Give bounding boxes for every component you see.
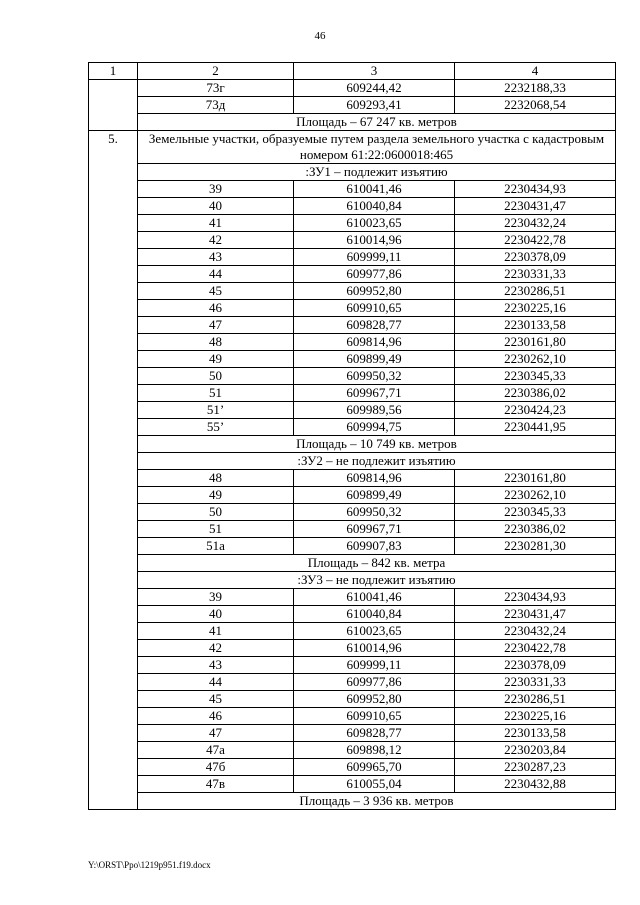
point-number: 45 [138, 691, 294, 708]
point-number: 50 [138, 504, 294, 521]
table-row [89, 385, 616, 402]
x-coordinate: 609994,75 [294, 419, 455, 436]
x-coordinate: 609977,86 [294, 674, 455, 691]
y-coordinate: 2230345,33 [455, 368, 616, 385]
x-coordinate: 609952,80 [294, 283, 455, 300]
table-row [89, 657, 616, 674]
x-coordinate: 610014,96 [294, 640, 455, 657]
section-description: Земельные участки, образуемые путем раздела земельного участка с кадастровым номером 61:22:0600018:465 [138, 131, 616, 164]
table-row [89, 504, 616, 521]
area-total-row [89, 555, 616, 572]
y-coordinate: 2230281,30 [455, 538, 616, 555]
y-coordinate: 2230422,78 [455, 640, 616, 657]
point-number: 47 [138, 317, 294, 334]
table-row [89, 725, 616, 742]
x-coordinate: 609999,11 [294, 249, 455, 266]
y-coordinate: 2230431,47 [455, 198, 616, 215]
plot-title: :ЗУ1 – подлежит изъятию [138, 164, 616, 181]
y-coordinate: 2232068,54 [455, 97, 616, 114]
point-number: 51а [138, 538, 294, 555]
table-row [89, 317, 616, 334]
table-row [89, 419, 616, 436]
point-number: 44 [138, 266, 294, 283]
y-coordinate: 2230378,09 [455, 657, 616, 674]
y-coordinate: 2230133,58 [455, 317, 616, 334]
point-number: 55’ [138, 419, 294, 436]
header-cell-3: 3 [294, 63, 455, 80]
x-coordinate: 609950,32 [294, 504, 455, 521]
table-row [89, 589, 616, 606]
x-coordinate: 610040,84 [294, 606, 455, 623]
y-coordinate: 2230262,10 [455, 351, 616, 368]
table-row [89, 368, 616, 385]
point-number: 40 [138, 198, 294, 215]
point-number: 51’ [138, 402, 294, 419]
table-row [89, 198, 616, 215]
section-number [89, 80, 138, 131]
y-coordinate: 2230287,23 [455, 759, 616, 776]
area-total-row [89, 114, 616, 131]
header-row [89, 63, 616, 80]
y-coordinate: 2230432,88 [455, 776, 616, 793]
table-row [89, 266, 616, 283]
x-coordinate: 609967,71 [294, 385, 455, 402]
point-number: 46 [138, 300, 294, 317]
x-coordinate: 610023,65 [294, 215, 455, 232]
header-cell-2: 2 [138, 63, 294, 80]
y-coordinate: 2230386,02 [455, 385, 616, 402]
point-number: 48 [138, 470, 294, 487]
x-coordinate: 609910,65 [294, 300, 455, 317]
y-coordinate: 2230286,51 [455, 283, 616, 300]
table-row [89, 538, 616, 555]
page-number: 46 [314, 30, 326, 42]
point-number: 47б [138, 759, 294, 776]
y-coordinate: 2230286,51 [455, 691, 616, 708]
point-number: 73г [138, 80, 294, 97]
table-row [89, 215, 616, 232]
x-coordinate: 610040,84 [294, 198, 455, 215]
plot-title: :ЗУ2 – не подлежит изъятию [138, 453, 616, 470]
x-coordinate: 609989,56 [294, 402, 455, 419]
table-row [89, 80, 616, 97]
y-coordinate: 2232188,33 [455, 80, 616, 97]
point-number: 47а [138, 742, 294, 759]
x-coordinate: 609952,80 [294, 691, 455, 708]
plot-title: :ЗУ3 – не подлежит изъятию [138, 572, 616, 589]
y-coordinate: 2230161,80 [455, 334, 616, 351]
table-row [89, 640, 616, 657]
y-coordinate: 2230161,80 [455, 470, 616, 487]
plot-title-row [89, 453, 616, 470]
coordinates-table-body [89, 63, 616, 810]
y-coordinate: 2230133,58 [455, 725, 616, 742]
point-number: 39 [138, 181, 294, 198]
x-coordinate: 609828,77 [294, 725, 455, 742]
table-row [89, 283, 616, 300]
point-number: 42 [138, 640, 294, 657]
area-total-row [89, 436, 616, 453]
y-coordinate: 2230331,33 [455, 266, 616, 283]
file-path-footer: Y:\ORST\Ppo\1219p951.f19.docx [88, 860, 211, 870]
table-row [89, 521, 616, 538]
x-coordinate: 610041,46 [294, 181, 455, 198]
x-coordinate: 610055,04 [294, 776, 455, 793]
y-coordinate: 2230422,78 [455, 232, 616, 249]
coordinates-table [88, 62, 616, 810]
x-coordinate: 609293,41 [294, 97, 455, 114]
table-row [89, 759, 616, 776]
header-cell-4: 4 [455, 63, 616, 80]
point-number: 43 [138, 249, 294, 266]
point-number: 48 [138, 334, 294, 351]
section-number: 5. [89, 131, 138, 810]
table-row [89, 334, 616, 351]
x-coordinate: 609965,70 [294, 759, 455, 776]
x-coordinate: 609899,49 [294, 351, 455, 368]
point-number: 44 [138, 674, 294, 691]
point-number: 49 [138, 487, 294, 504]
x-coordinate: 609828,77 [294, 317, 455, 334]
x-coordinate: 609898,12 [294, 742, 455, 759]
table-row [89, 300, 616, 317]
x-coordinate: 609899,49 [294, 487, 455, 504]
y-coordinate: 2230378,09 [455, 249, 616, 266]
table-row [89, 623, 616, 640]
y-coordinate: 2230225,16 [455, 300, 616, 317]
x-coordinate: 610041,46 [294, 589, 455, 606]
table-row [89, 742, 616, 759]
table-row [89, 708, 616, 725]
y-coordinate: 2230225,16 [455, 708, 616, 725]
x-coordinate: 609814,96 [294, 470, 455, 487]
point-number: 45 [138, 283, 294, 300]
y-coordinate: 2230432,24 [455, 623, 616, 640]
y-coordinate: 2230434,93 [455, 181, 616, 198]
y-coordinate: 2230345,33 [455, 504, 616, 521]
y-coordinate: 2230441,95 [455, 419, 616, 436]
area-total: Площадь – 67 247 кв. метров [138, 114, 616, 131]
header-cell-1: 1 [89, 63, 138, 80]
point-number: 39 [138, 589, 294, 606]
point-number: 46 [138, 708, 294, 725]
point-number: 50 [138, 368, 294, 385]
y-coordinate: 2230432,24 [455, 215, 616, 232]
area-total: Площадь – 842 кв. метра [138, 555, 616, 572]
area-total: Площадь – 3 936 кв. метров [138, 793, 616, 810]
y-coordinate: 2230203,84 [455, 742, 616, 759]
table-row [89, 402, 616, 419]
y-coordinate: 2230386,02 [455, 521, 616, 538]
area-total-row [89, 793, 616, 810]
x-coordinate: 610014,96 [294, 232, 455, 249]
x-coordinate: 609977,86 [294, 266, 455, 283]
point-number: 43 [138, 657, 294, 674]
table-row [89, 97, 616, 114]
table-row [89, 606, 616, 623]
point-number: 51 [138, 385, 294, 402]
x-coordinate: 609950,32 [294, 368, 455, 385]
table-row [89, 691, 616, 708]
point-number: 41 [138, 215, 294, 232]
x-coordinate: 609244,42 [294, 80, 455, 97]
point-number: 40 [138, 606, 294, 623]
y-coordinate: 2230331,33 [455, 674, 616, 691]
y-coordinate: 2230434,93 [455, 589, 616, 606]
x-coordinate: 610023,65 [294, 623, 455, 640]
table-row [89, 351, 616, 368]
x-coordinate: 609967,71 [294, 521, 455, 538]
x-coordinate: 609910,65 [294, 708, 455, 725]
plot-title-row [89, 572, 616, 589]
table-row [89, 232, 616, 249]
point-number: 47в [138, 776, 294, 793]
y-coordinate: 2230262,10 [455, 487, 616, 504]
x-coordinate: 609999,11 [294, 657, 455, 674]
point-number: 49 [138, 351, 294, 368]
y-coordinate: 2230431,47 [455, 606, 616, 623]
table-row [89, 776, 616, 793]
plot-title-row [89, 164, 616, 181]
section-description-row [89, 131, 616, 164]
area-total: Площадь – 10 749 кв. метров [138, 436, 616, 453]
y-coordinate: 2230424,23 [455, 402, 616, 419]
x-coordinate: 609814,96 [294, 334, 455, 351]
point-number: 41 [138, 623, 294, 640]
table-row [89, 487, 616, 504]
x-coordinate: 609907,83 [294, 538, 455, 555]
table-row [89, 249, 616, 266]
point-number: 42 [138, 232, 294, 249]
point-number: 47 [138, 725, 294, 742]
point-number: 51 [138, 521, 294, 538]
table-row [89, 470, 616, 487]
table-row [89, 181, 616, 198]
point-number: 73д [138, 97, 294, 114]
table-row [89, 674, 616, 691]
